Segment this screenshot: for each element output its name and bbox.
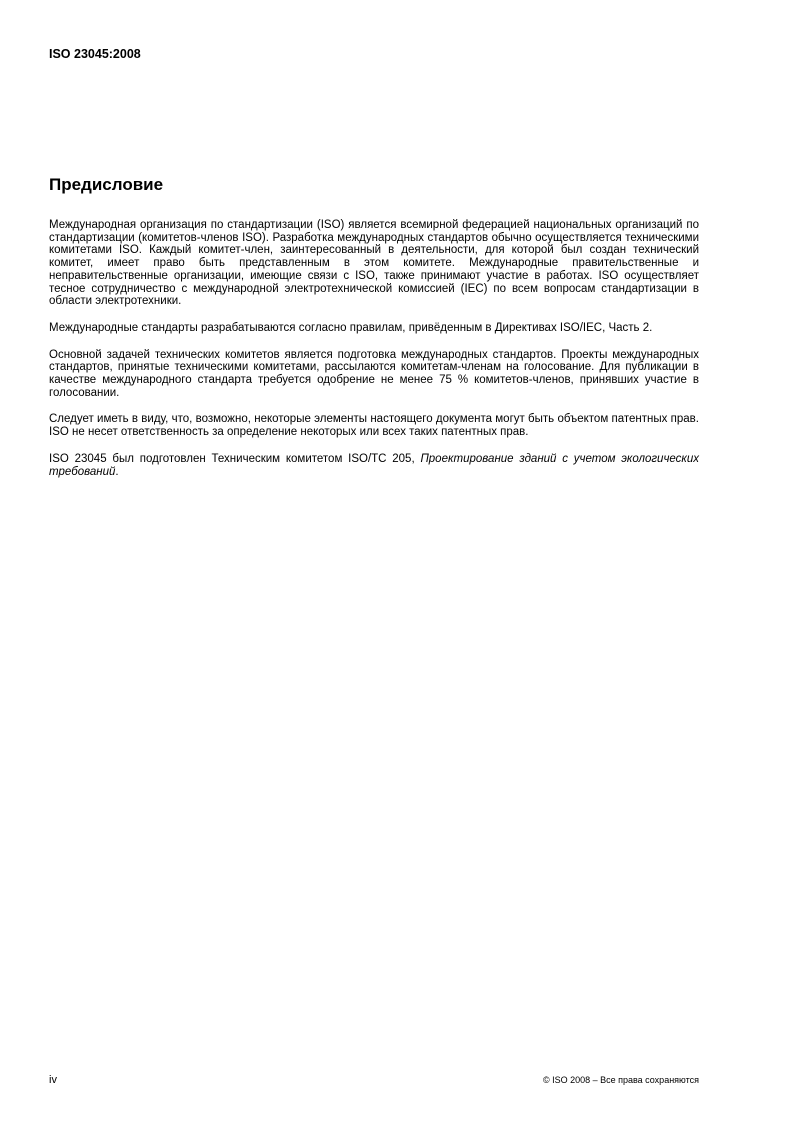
paragraph-iso-overview: Международная организация по стандартизации (ISO) является всемирной федерацией национальных организаций по стандартизации (комитетов-членов ISO). Разработка международных стандартов обычно осуществляется техническими комитетами ISO. Каждый комитет-член, заинтересованный в деятельности, для которой был создан технический комитет, имеет право быть представленным в этом комитете. Международные правительственные и неправительственные организации, имеющие связи с ISO, также принимают участие в работах. ISO осуществляет тесное сотрудничество с международной электротехнической комиссией (IEC) по всем вопросам стандартизации в области электротехники. <box>49 219 699 308</box>
paragraph-prepared-by <box>49 453 699 478</box>
foreword-body <box>49 219 699 492</box>
section-title: Предисловие <box>49 175 164 194</box>
paragraph-committee-tasks: Основной задачей технических комитетов является подготовка международных стандартов. Проекты международных стандартов, принятые техническими комитетами, рассылаются комитетам-членам на голосование. Для публикации в качестве международного стандарта требуется одобрение не менее 75 % комитетов-членов, принявших участие в голосовании. <box>49 348 699 399</box>
copyright-notice: © ISO 2008 – Все права сохраняются <box>542 1075 699 1085</box>
paragraph-directives: Международные стандарты разрабатываются согласно правилам, привёденным в Директивах ISO/IEC, Часть 2. <box>49 321 653 334</box>
committee-name: Проектирование зданий с учетом экологических требований <box>49 452 699 478</box>
paragraph-patent-rights: Следует иметь в виду, что, возможно, некоторые элементы настоящего документа могут быть объектом патентных прав. ISO не несет ответственность за определение некоторых или всех таких патентных прав. <box>49 413 699 439</box>
document-id: ISO 23045:2008 <box>49 47 141 61</box>
prepared-by-end: . <box>115 465 119 478</box>
prepared-by-text: ISO 23045 был подготовлен Техническим комитетом ISO/TC 205, <box>49 452 421 465</box>
page-number: iv <box>49 1074 57 1086</box>
